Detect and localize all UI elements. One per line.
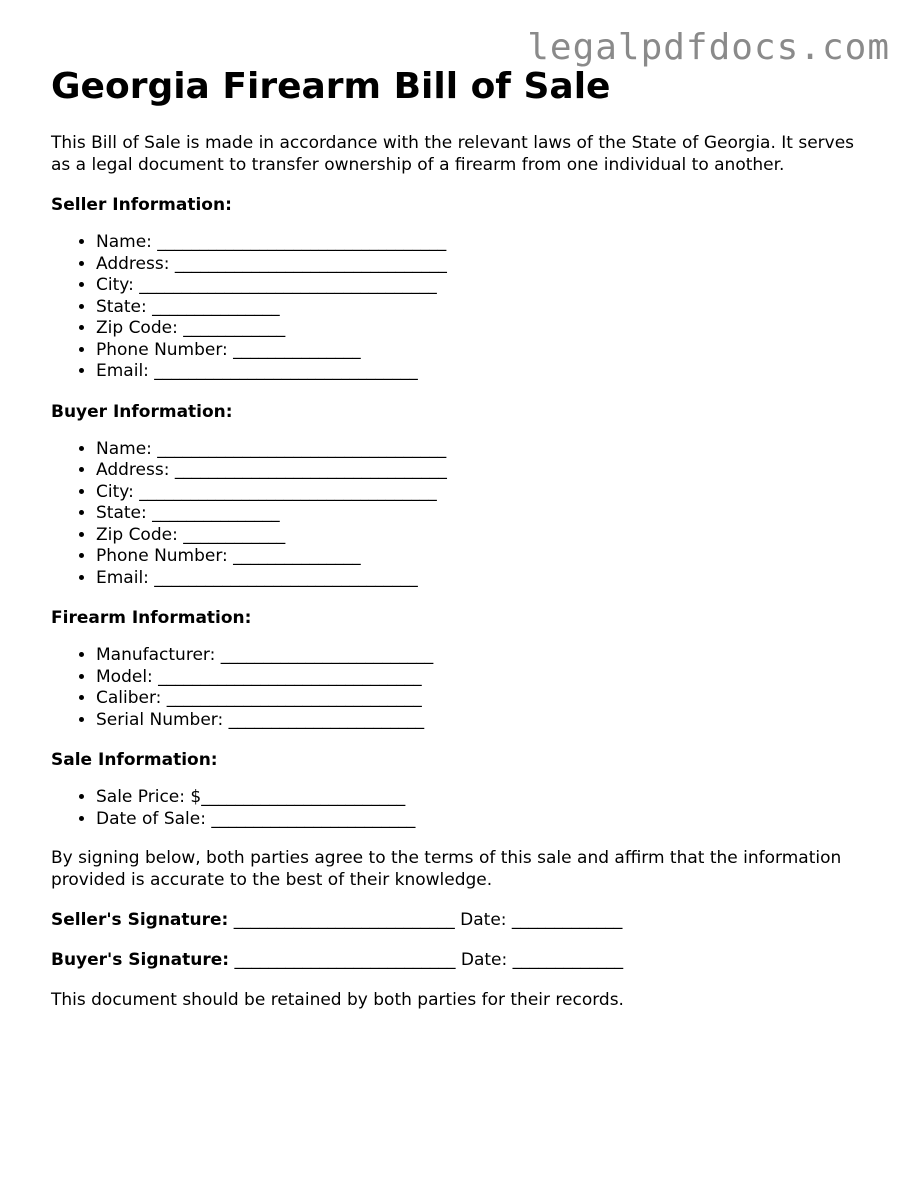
seller-heading: Seller Information: <box>51 195 232 215</box>
buyer-signature-blanks: __________________________ Date: _____________ <box>229 950 624 970</box>
firearm-model-field: • Model: _______________________________ <box>96 667 871 689</box>
firearm-heading: Firearm Information: <box>51 608 252 628</box>
firearm-serial-field: • Serial Number: _______________________ <box>96 710 871 732</box>
seller-address-field: • Address: ________________________________ <box>96 254 871 276</box>
document-title: Georgia Firearm Bill of Sale <box>51 66 611 107</box>
seller-signature-label: Seller's Signature: <box>51 910 229 930</box>
seller-field-list <box>51 232 871 383</box>
closing-paragraph: By signing below, both parties agree to the terms of this sale and affirm that the information provided is accurate to the best of their knowledge. <box>51 848 842 890</box>
seller-name-field: • Name: __________________________________ <box>96 232 871 254</box>
document-body <box>51 64 871 1011</box>
sale-price-field: • Sale Price: $________________________ <box>96 787 871 809</box>
watermark: legalpdfdocs.com <box>527 27 890 68</box>
sale-field-list <box>51 787 871 830</box>
seller-state-field: • State: _______________ <box>96 297 871 319</box>
buyer-signature-label: Buyer's Signature: <box>51 950 230 970</box>
buyer-name-field: • Name: __________________________________ <box>96 439 871 461</box>
seller-city-field: • City: ___________________________________ <box>96 275 871 297</box>
sale-heading: Sale Information: <box>51 750 218 770</box>
buyer-phone-field: • Phone Number: _______________ <box>96 546 871 568</box>
sale-date-field: • Date of Sale: ________________________ <box>96 809 871 831</box>
intro-paragraph: This Bill of Sale is made in accordance with the relevant laws of the State of Georgia. It serves as a legal document to transfer ownership of a firearm from one individual to another. <box>51 133 855 175</box>
seller-email-field: • Email: _______________________________ <box>96 361 871 383</box>
buyer-field-list <box>51 439 871 590</box>
seller-signature-blanks: __________________________ Date: _____________ <box>228 910 623 930</box>
buyer-state-field: • State: _______________ <box>96 503 871 525</box>
seller-signature-line <box>51 909 871 931</box>
seller-phone-field: • Phone Number: _______________ <box>96 340 871 362</box>
retain-note: This document should be retained by both parties for their records. <box>51 990 624 1010</box>
seller-zip-field: • Zip Code: ____________ <box>96 318 871 340</box>
buyer-heading: Buyer Information: <box>51 401 233 422</box>
buyer-signature-line <box>51 949 871 971</box>
buyer-zip-field: • Zip Code: ____________ <box>96 525 871 547</box>
buyer-email-field: • Email: _______________________________ <box>96 568 871 590</box>
buyer-address-field: • Address: ________________________________ <box>96 460 871 482</box>
firearm-caliber-field: • Caliber: ______________________________ <box>96 688 871 710</box>
firearm-field-list <box>51 645 871 731</box>
buyer-city-field: • City: ___________________________________ <box>96 482 871 504</box>
firearm-manufacturer-field: • Manufacturer: _________________________ <box>96 645 871 667</box>
